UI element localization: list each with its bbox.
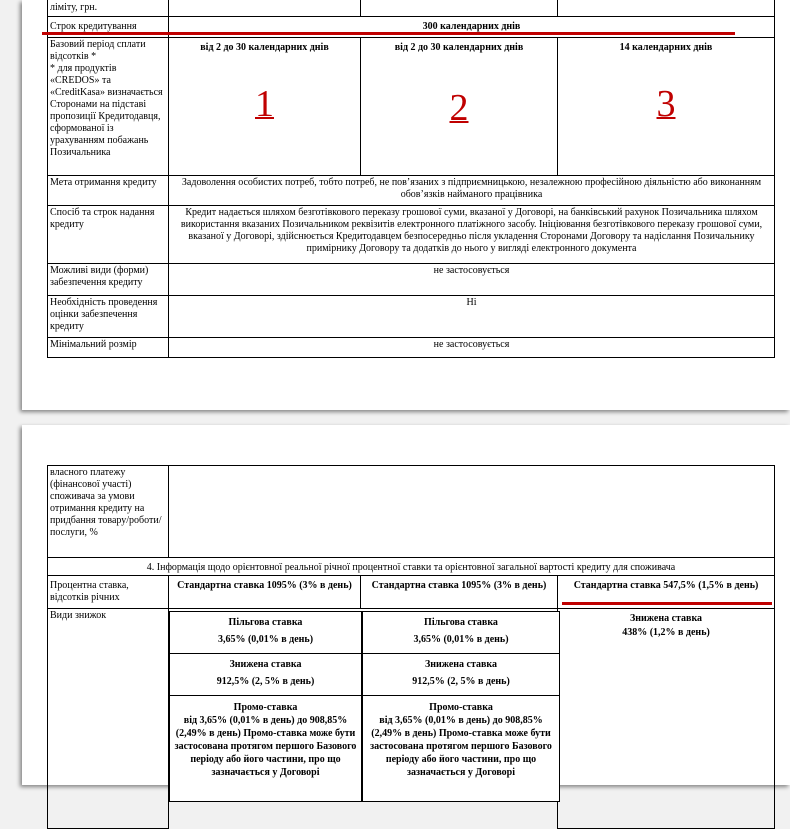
annotation-number-3: 3 bbox=[656, 83, 676, 125]
preferential-rate-1-value: 3,65% (0,01% в день) bbox=[217, 634, 314, 645]
standard-rate-2: Стандартна ставка 1095% (3% в день) bbox=[361, 576, 558, 609]
row-label-own-payment: власного платежу (фінансової участі) споживача за умови отримання кредиту на придбання товару/роботи/послуги, % bbox=[48, 466, 169, 558]
base-period-value-1: від 2 до 30 календарних днів bbox=[200, 42, 329, 53]
promo-rate-1-value: від 3,65% (0,01% в день) до 908,85% (2,49% в день) Промо-ставка може бути застосована протягом першого Базового періоду або його частини, про що зазначається у Договорі bbox=[174, 715, 357, 778]
limit-cell-1 bbox=[169, 0, 361, 17]
row-label-term: Строк кредитування bbox=[48, 17, 169, 38]
row-label-discounts: Види знижок bbox=[48, 609, 169, 829]
annotation-number-2: 2 bbox=[449, 87, 469, 129]
document-page-2 bbox=[22, 425, 790, 785]
promo-rate-2-title: Промо-ставка bbox=[429, 702, 493, 713]
limit-cell-3 bbox=[558, 0, 775, 17]
row-label-purpose: Мета отримання кредиту bbox=[48, 176, 169, 206]
row-label-collateral-forms: Можливі види (форми) забезпечення кредиту bbox=[48, 264, 169, 296]
credit-terms-table bbox=[47, 0, 775, 358]
base-period-value-3: 14 календарних днів bbox=[619, 42, 713, 53]
discount-col-3 bbox=[558, 609, 775, 829]
document-page-1 bbox=[22, 0, 790, 410]
row-label-limit: ліміту, грн. bbox=[48, 0, 169, 17]
purpose-value: Задоволення особистих потреб, тобто потреб, не пов’язаних з підприємницькою, незалежною професійною діяльністю або виконанням обов’язків найманого працівника bbox=[169, 176, 775, 206]
row-label-minimum: Мінімальний розмір bbox=[48, 338, 169, 358]
standard-rate-1: Стандартна ставка 1095% (3% в день) bbox=[169, 576, 361, 609]
credit-term-value: 300 календарних днів bbox=[169, 17, 775, 38]
reduced-rate-2-value: 912,5% (2, 5% в день) bbox=[412, 676, 510, 687]
row-label-base-period: Базовий період сплати відсотків * * для продуктів «CREDOS» та «CreditKasa» визначається Сторонами на підставі пропозиції Кредитодавця, сформованої із урахуванням побажань Позичальника bbox=[48, 38, 169, 176]
promo-rate-1-title: Промо-ставка bbox=[233, 702, 298, 713]
reduced-rate-3-value: 438% (1,2% в день) bbox=[622, 627, 710, 638]
row-label-collateral-eval: Необхідність проведення оцінки забезпечення кредиту bbox=[48, 296, 169, 338]
preferential-rate-1-title: Пільгова ставка bbox=[228, 617, 303, 628]
reduced-rate-3-title: Знижена ставка bbox=[629, 613, 703, 624]
preferential-rate-2-value: 3,65% (0,01% в день) bbox=[413, 634, 509, 645]
base-period-value-2: від 2 до 30 календарних днів bbox=[394, 42, 524, 53]
promo-rate-box-2 bbox=[362, 695, 560, 802]
preferential-rate-box-1 bbox=[169, 611, 362, 654]
standard-rate-3: Стандартна ставка 547,5% (1,5% в день) bbox=[558, 576, 775, 609]
limit-cell-2 bbox=[361, 0, 558, 17]
reduced-rate-1-value: 912,5% (2, 5% в день) bbox=[216, 676, 315, 687]
row-label-rate: Процентна ставка, відсотків річних bbox=[48, 576, 169, 609]
base-period-col-1 bbox=[169, 38, 361, 176]
base-period-col-3 bbox=[558, 38, 775, 176]
collateral-eval-value: Ні bbox=[169, 296, 775, 338]
preferential-rate-2-title: Пільгова ставка bbox=[424, 617, 498, 628]
reduced-rate-box-1 bbox=[169, 653, 362, 696]
promo-rate-2-value: від 3,65% (0,01% в день) до 908,85% (2,49% в день) Промо-ставка може бути застосована протягом першого Базового періоду або його частини, про що зазначається у Договорі bbox=[370, 715, 552, 778]
collateral-forms-value: не застосовується bbox=[169, 264, 775, 296]
red-underline-term bbox=[42, 32, 735, 35]
red-underline-rate-3 bbox=[562, 602, 772, 605]
reduced-rate-1-title: Знижена ставка bbox=[229, 659, 302, 670]
annotation-number-1: 1 bbox=[255, 83, 274, 125]
method-value: Кредит надається шляхом безготівкового переказу грошової суми, вказаної у Договорі, на банківський рахунок Позичальника шляхом використання вказаних Позичальником реквізитів електронного платіжного засобу. Ініціювання безготівкового переказу грошової суми, вказаної у Договорі, здійснюється Кредитодавцем безпосередньо після укладення Сторонами Договору та надіслання Позичальнику примірнику Договору та додатків до нього у вигляді електронного документа bbox=[169, 206, 775, 264]
own-payment-value bbox=[169, 466, 775, 558]
preferential-rate-box-2 bbox=[362, 611, 560, 654]
reduced-rate-box-2 bbox=[362, 653, 560, 696]
base-period-col-2 bbox=[361, 38, 558, 176]
section-4-heading: 4. Інформація щодо орієнтовної реальної річної процентної ставки та орієнтовної загальної вартості кредиту для споживача bbox=[48, 558, 775, 576]
reduced-rate-2-title: Знижена ставка bbox=[424, 659, 498, 670]
promo-rate-box-1 bbox=[169, 695, 362, 802]
row-label-method: Спосіб та строк надання кредиту bbox=[48, 206, 169, 264]
minimum-value: не застосовується bbox=[169, 338, 775, 358]
